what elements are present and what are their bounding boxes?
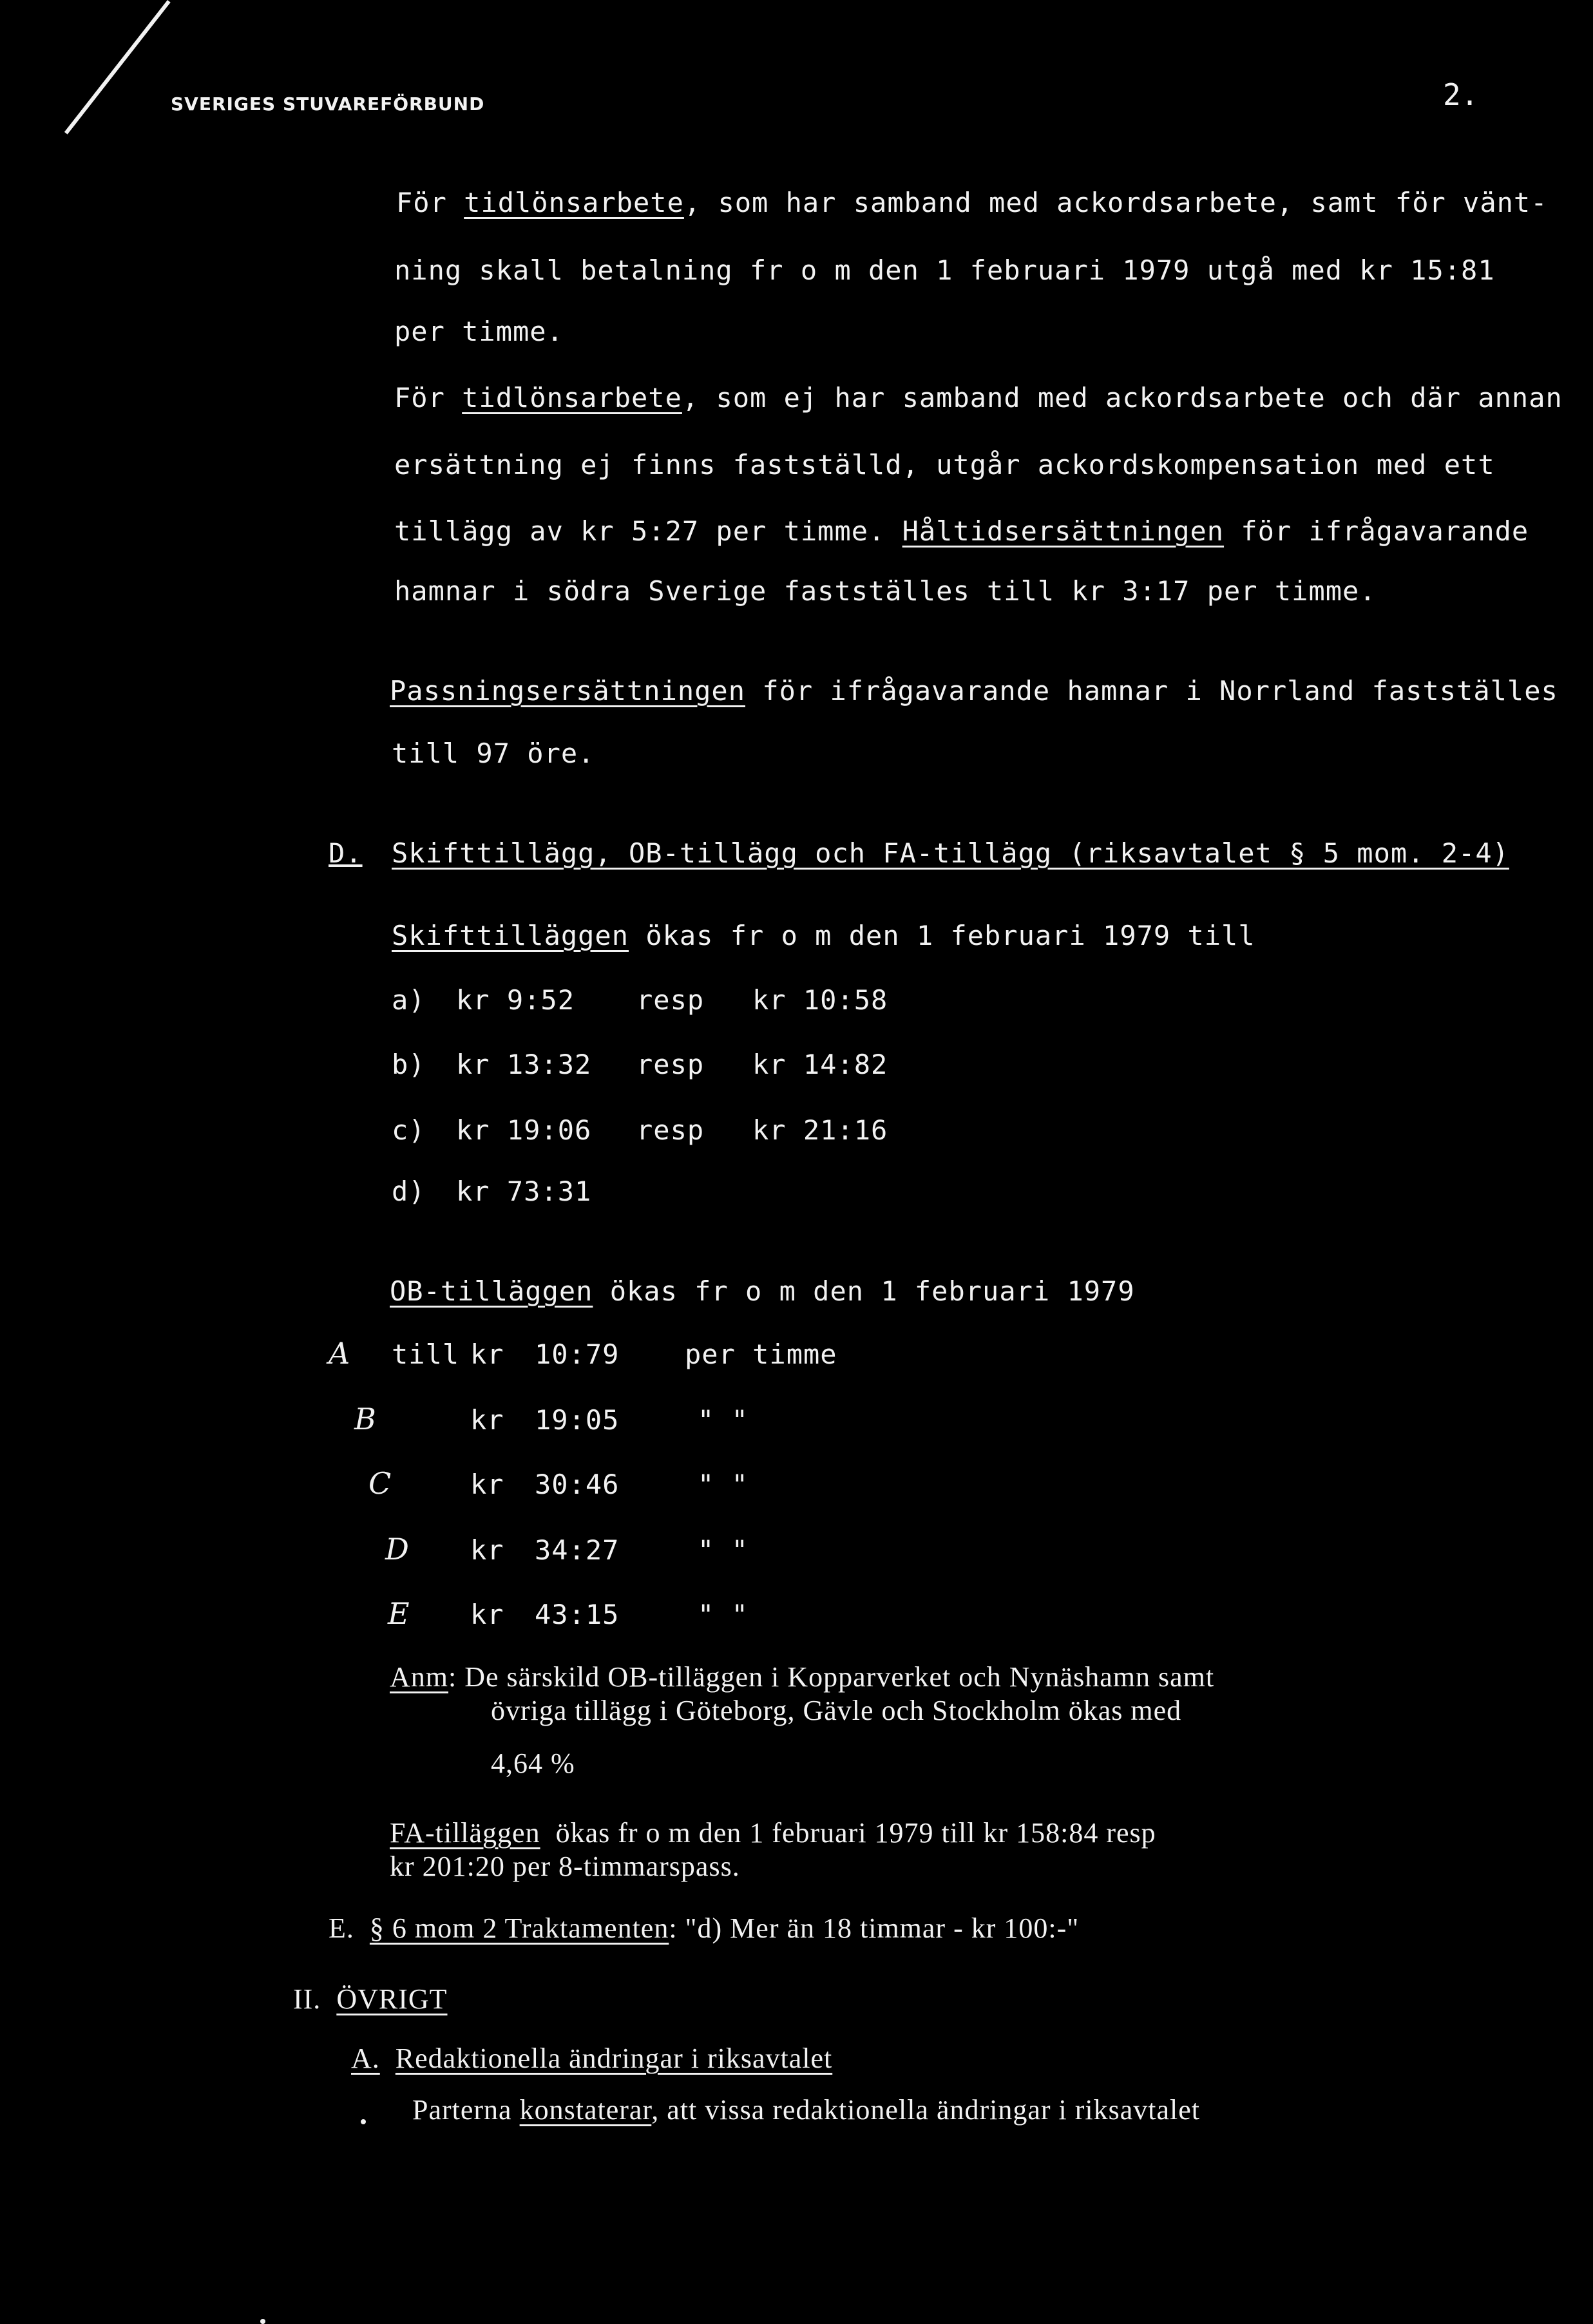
page-number: 2. xyxy=(1443,77,1479,112)
shift-row: d) kr 73:31 xyxy=(392,1176,592,1207)
term-skifttillaggen: Skifttilläggen xyxy=(392,920,629,951)
anm-line2: övriga tillägg i Göteborg, Gävle och Stockholm ökas med xyxy=(491,1695,1182,1726)
para2-line3: tillägg av kr 5:27 per timme. Håltidsersättningen för ifrågavarande xyxy=(394,515,1529,547)
para3-line1: Passningsersättningen för ifrågavarande hamnar i Norrland fastställes xyxy=(390,675,1558,707)
ob-row: B kr 19:05 " " xyxy=(354,1402,749,1436)
fa-line1: FA-tilläggen ökas fr o m den 1 februari 1979 till kr 158:84 resp xyxy=(390,1817,1156,1849)
section-ii-a: A. Redaktionella ändringar i riksavtalet xyxy=(351,2043,833,2074)
handwritten-mark: C xyxy=(368,1466,392,1501)
ob-row: E kr 43:15 " " xyxy=(388,1596,749,1631)
organization-header: SVERIGES STUVAREFÖRBUND xyxy=(171,93,485,115)
term-konstaterar: konstaterar xyxy=(519,2094,652,2126)
para3-line2: till 97 öre. xyxy=(392,738,595,769)
para1-line2: ning skall betalning fr o m den 1 februari 1979 utgå med kr 15:81 xyxy=(394,254,1495,286)
para1-line3: per timme. xyxy=(394,316,564,347)
ob-row: C kr 30:46 " " xyxy=(368,1466,749,1501)
section-ii: II. ÖVRIGT xyxy=(293,1983,448,2015)
handwritten-mark: E xyxy=(388,1596,410,1631)
scan-streak xyxy=(64,0,171,135)
section-e: E. § 6 mom 2 Traktamenten: "d) Mer än 18 timmar - kr 100:-" xyxy=(329,1912,1080,1944)
term-ob-tillaggen: OB-tilläggen xyxy=(390,1275,593,1307)
term-tidlonsarbete-2: tidlönsarbete xyxy=(462,382,682,414)
term-haltidsersattningen: Håltidsersättningen xyxy=(902,515,1225,547)
handwritten-mark: B xyxy=(354,1402,377,1436)
section-ii-a-heading: Redaktionella ändringar i riksavtalet xyxy=(395,2043,833,2074)
term-passningsersattningen: Passningsersättningen xyxy=(390,675,746,707)
scan-dot xyxy=(260,2319,265,2324)
para1-line1: För tidlönsarbete, som har samband med ackordsarbete, samt för vänt- xyxy=(396,187,1548,218)
ob-intro: OB-tilläggen ökas fr o m den 1 februari 1979 xyxy=(390,1275,1135,1307)
term-tidlonsarbete: tidlönsarbete xyxy=(464,187,684,218)
handwritten-mark: A xyxy=(329,1336,351,1371)
section-d-label: D. xyxy=(329,837,363,869)
term-fa-tillaggen: FA-tilläggen xyxy=(390,1817,540,1849)
shift-row: b) kr 13:32 resp kr 14:82 xyxy=(392,1049,888,1080)
shift-intro: Skifttilläggen ökas fr o m den 1 februari 1979 till xyxy=(392,920,1255,951)
shift-row: a) kr 9:52 resp kr 10:58 xyxy=(392,984,888,1016)
shift-row: c) kr 19:06 resp kr 21:16 xyxy=(392,1114,888,1146)
section-ii-a-text: Parterna konstaterar, att vissa redaktionella ändringar i riksavtalet xyxy=(412,2094,1201,2126)
handwritten-mark: D xyxy=(385,1532,410,1567)
fa-line2: kr 201:20 per 8-timmarspass. xyxy=(390,1851,740,1882)
para2-line2: ersättning ej finns fastställd, utgår ackordskompensation med ett xyxy=(394,449,1495,481)
anm-line1: Anm: De särskild OB-tilläggen i Kopparverket och Nynäshamn samt xyxy=(390,1661,1215,1693)
section-d-heading: Skifttillägg, OB-tillägg och FA-tillägg (riksavtalet § 5 mom. 2-4) xyxy=(392,837,1509,869)
anm-label: Anm xyxy=(390,1661,448,1693)
anm-line3: 4,64 % xyxy=(491,1748,575,1779)
ob-row: A till kr 10:79 per timme xyxy=(329,1336,837,1371)
scan-dot xyxy=(361,2119,366,2124)
section-ii-heading: ÖVRIGT xyxy=(336,1983,448,2015)
section-e-ref: § 6 mom 2 Traktamenten xyxy=(369,1912,669,1944)
para2-line1: För tidlönsarbete, som ej har samband med ackordsarbete och där annan xyxy=(394,382,1563,414)
para2-line4: hamnar i södra Sverige fastställes till kr 3:17 per timme. xyxy=(394,575,1377,607)
ob-row: D kr 34:27 " " xyxy=(385,1532,749,1567)
